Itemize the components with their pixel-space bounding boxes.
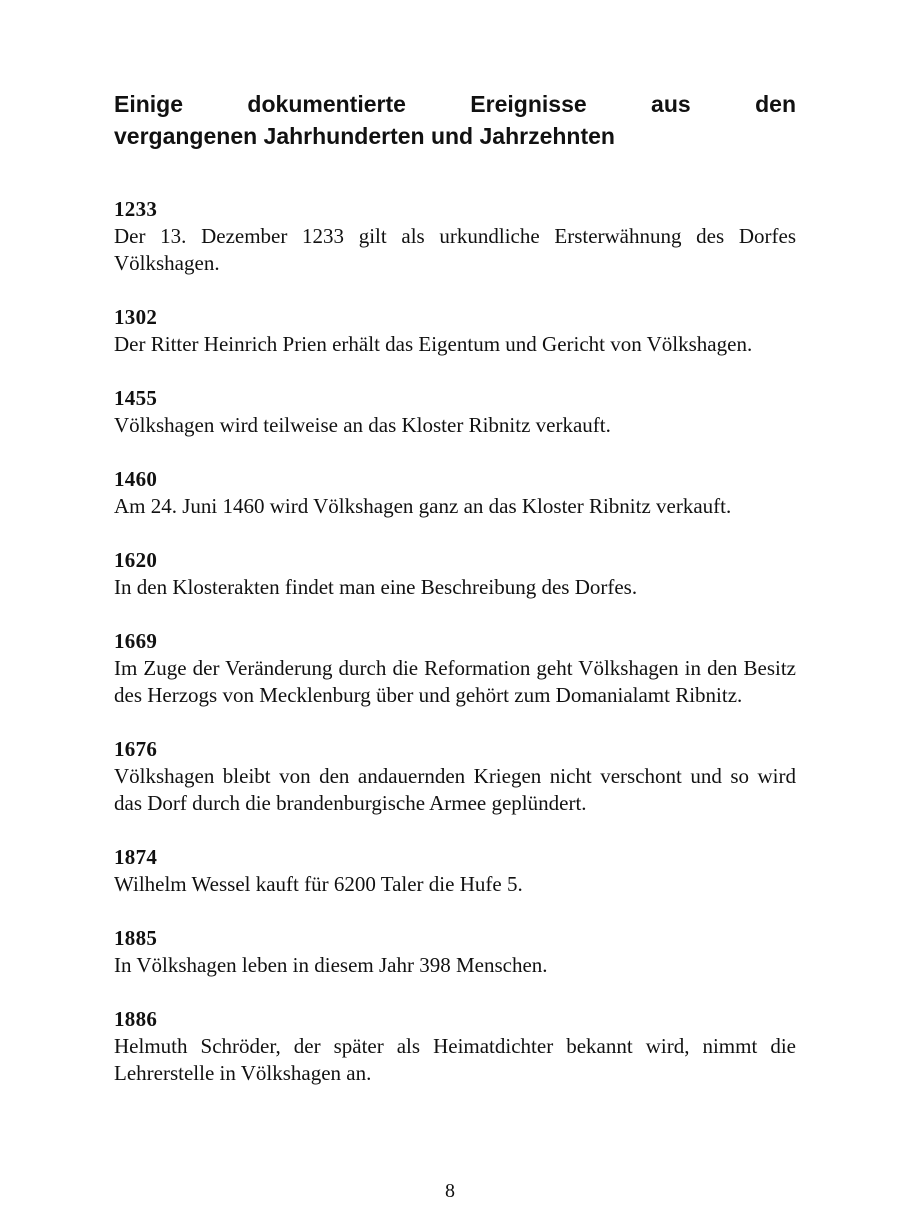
- event-text: Im Zuge der Veränderung durch die Reformation geht Völkshagen in den Besitz des Herzogs von Mecklenburg über und gehört zum Domanialamt Ribnitz.: [114, 656, 796, 707]
- event-year: 1885: [114, 926, 158, 950]
- event-entry: [114, 1006, 796, 1087]
- event-year: 1302: [114, 305, 158, 329]
- event-year: 1455: [114, 386, 158, 410]
- page-title-line-2: vergangenen Jahrhunderten und Jahrzehnten: [114, 123, 615, 149]
- event-text: In den Klosterakten findet man eine Beschreibung des Dorfes.: [114, 575, 638, 599]
- event-year: 1233: [114, 197, 158, 221]
- event-text: In Völkshagen leben in diesem Jahr 398 Menschen.: [114, 953, 548, 977]
- event-text: Am 24. Juni 1460 wird Völkshagen ganz an das Kloster Ribnitz verkauft.: [114, 494, 732, 518]
- event-entry: [114, 304, 796, 358]
- event-year: 1460: [114, 467, 158, 491]
- event-text: Helmuth Schröder, der später als Heimatdichter bekannt wird, nimmt die Lehrerstelle in Völkshagen an.: [114, 1034, 796, 1085]
- event-entry: [114, 196, 796, 277]
- event-text: Völkshagen bleibt von den andauernden Kriegen nicht verschont und so wird das Dorf durch die brandenburgische Armee geplündert.: [114, 764, 796, 815]
- event-entry: [114, 466, 796, 520]
- page-number: 8: [445, 1180, 455, 1202]
- event-year: 1874: [114, 845, 158, 869]
- event-year: 1676: [114, 737, 158, 761]
- page-title: [114, 88, 796, 152]
- event-entry: [114, 547, 796, 601]
- event-text: Völkshagen wird teilweise an das Kloster Ribnitz verkauft.: [114, 413, 611, 437]
- event-text: Der 13. Dezember 1233 gilt als urkundliche Ersterwähnung des Dorfes Völkshagen.: [114, 224, 796, 275]
- event-text: Wilhelm Wessel kauft für 6200 Taler die Hufe 5.: [114, 872, 523, 896]
- event-entry: [114, 925, 796, 979]
- event-year: 1620: [114, 548, 158, 572]
- event-year: 1886: [114, 1007, 158, 1031]
- event-year: 1669: [114, 629, 158, 653]
- event-list: [114, 196, 796, 1114]
- event-entry: [114, 844, 796, 898]
- event-text: Der Ritter Heinrich Prien erhält das Eigentum und Gericht von Völkshagen.: [114, 332, 753, 356]
- event-entry: [114, 736, 796, 817]
- event-entry: [114, 385, 796, 439]
- page-title-line-1: Einige dokumentierte Ereignisse aus den: [114, 91, 796, 117]
- event-entry: [114, 628, 796, 709]
